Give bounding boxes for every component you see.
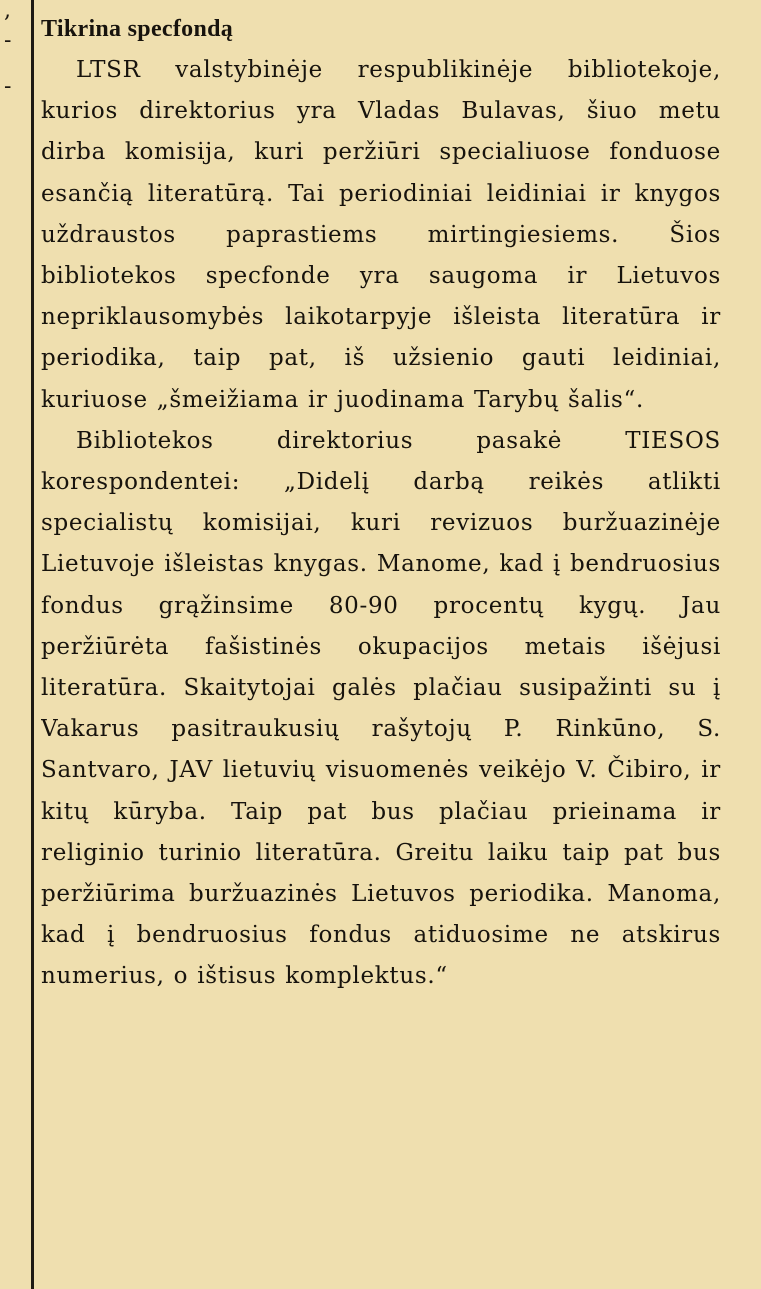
previous-column-edge — [0, 0, 30, 1289]
article-headline: Tikrina specfondą — [41, 16, 234, 42]
margin-mark: - — [4, 28, 12, 53]
article-paragraph: LTSR valstybinėje respublikinėje bibliotekoje, kurios direktorius yra Vladas Bulavas, šiuo metu dirba komisija, kuri peržiūri specialiuose fonduose esančią literatūrą. Tai periodiniai leidiniai ir knygos uždraustos paprastiems mirtingiesiems. Šios bibliotekos specfonde yra saugoma ir Lietuvos nepriklausomybės laikotarpyje išleista literatūra ir periodika, taip pat, iš užsienio gauti leidiniai, kuriuose „šmeižiama ir juodinama Tarybų šalis“. — [41, 57, 721, 413]
column-divider — [31, 0, 34, 1289]
article-paragraph: Bibliotekos direktorius pasakė TIESOS korespondentei: „Didelį darbą reikės atlikti specialistų komisijai, kuri revizuos buržuazinėje Lietuvoje išleistas knygas. Manome, kad į bendruosius fondus grąžinsime 80-90 procentų kygų. Jau peržiūrėta fašistinės okupacijos metais išėjusi literatūra. Skaitytojai galės plačiau susipažinti su į Vakarus pasitraukusių rašytojų P. Rinkūno, S. Santvaro, JAV lietuvių visuomenės veikėjo V. Čibiro, ir kitų kūryba. Taip pat bus plačiau prieinama ir religinio turinio literatūra. Greitu laiku taip pat bus peržiūrima buržuazinės Lietuvos periodika. Manoma, kad į bendruosius fondus atiduosime ne atskirus numerius, o ištisus komplektus.“ — [41, 427, 721, 990]
news-article — [41, 8, 721, 1276]
margin-mark: , — [4, 0, 11, 23]
margin-mark: - — [4, 74, 12, 99]
